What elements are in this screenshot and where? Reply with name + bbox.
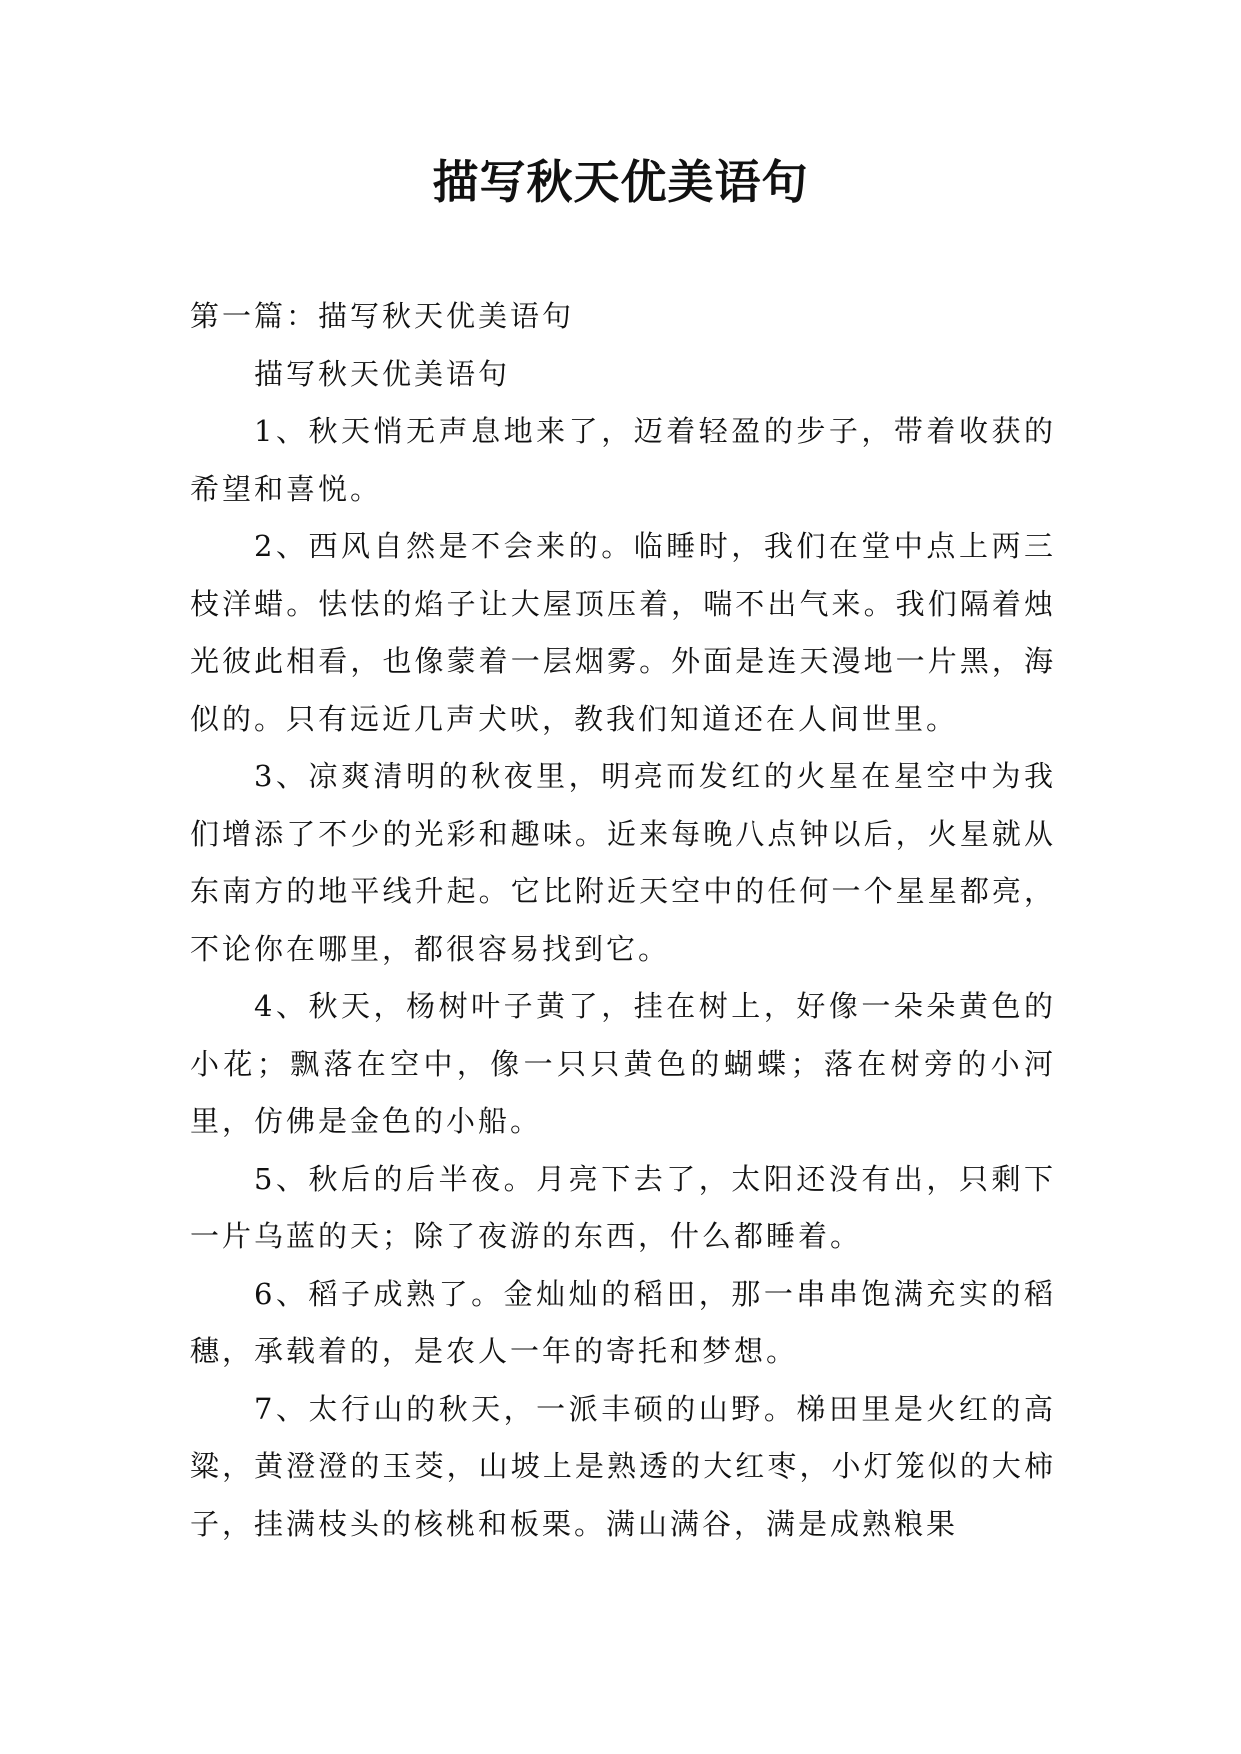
paragraph-1: 1、秋天悄无声息地来了，迈着轻盈的步子，带着收获的希望和喜悦。 <box>190 414 1056 506</box>
paragraph-7: 7、太行山的秋天，一派丰硕的山野。梯田里是火红的高粱，黄澄澄的玉茭，山坡上是熟透的大红枣，小灯笼似的大柿子，挂满枝头的核桃和板栗。满山满谷，满是成熟粮果 <box>190 1391 1056 1541</box>
paragraph-2: 2、西风自然是不会来的。临睡时，我们在堂中点上两三枝洋蜡。怯怯的焰子让大屋顶压着，喘不出气来。我们隔着烛光彼此相看，也像蒙着一层烟雾。外面是连天漫地一片黑，海似的。只有远近几声犬吠，教我们知道还在人间世里。 <box>190 529 1056 736</box>
document-body <box>190 288 1056 1553</box>
paragraph-3: 3、凉爽清明的秋夜里，明亮而发红的火星在星空中为我们增添了不少的光彩和趣味。近来每晚八点钟以后，火星就从东南方的地平线升起。它比附近天空中的任何一个星星都亮，不论你在哪里，都很容易找到它。 <box>190 759 1056 966</box>
document-title: 描写秋天优美语句 <box>432 155 809 209</box>
section-heading: 第一篇：描写秋天优美语句 <box>190 299 575 333</box>
paragraph-6: 6、稻子成熟了。金灿灿的稻田，那一串串饱满充实的稻穗，承载着的，是农人一年的寄托和梦想。 <box>190 1276 1056 1368</box>
paragraph-4: 4、秋天，杨树叶子黄了，挂在树上，好像一朵朵黄色的小花；飘落在空中，像一只只黄色的蝴蝶；落在树旁的小河里，仿佛是金色的小船。 <box>190 989 1056 1138</box>
paragraph-5: 5、秋后的后半夜。月亮下去了，太阳还没有出，只剩下一片乌蓝的天；除了夜游的东西，什么都睡着。 <box>190 1161 1056 1253</box>
document-subtitle: 描写秋天优美语句 <box>254 356 511 391</box>
